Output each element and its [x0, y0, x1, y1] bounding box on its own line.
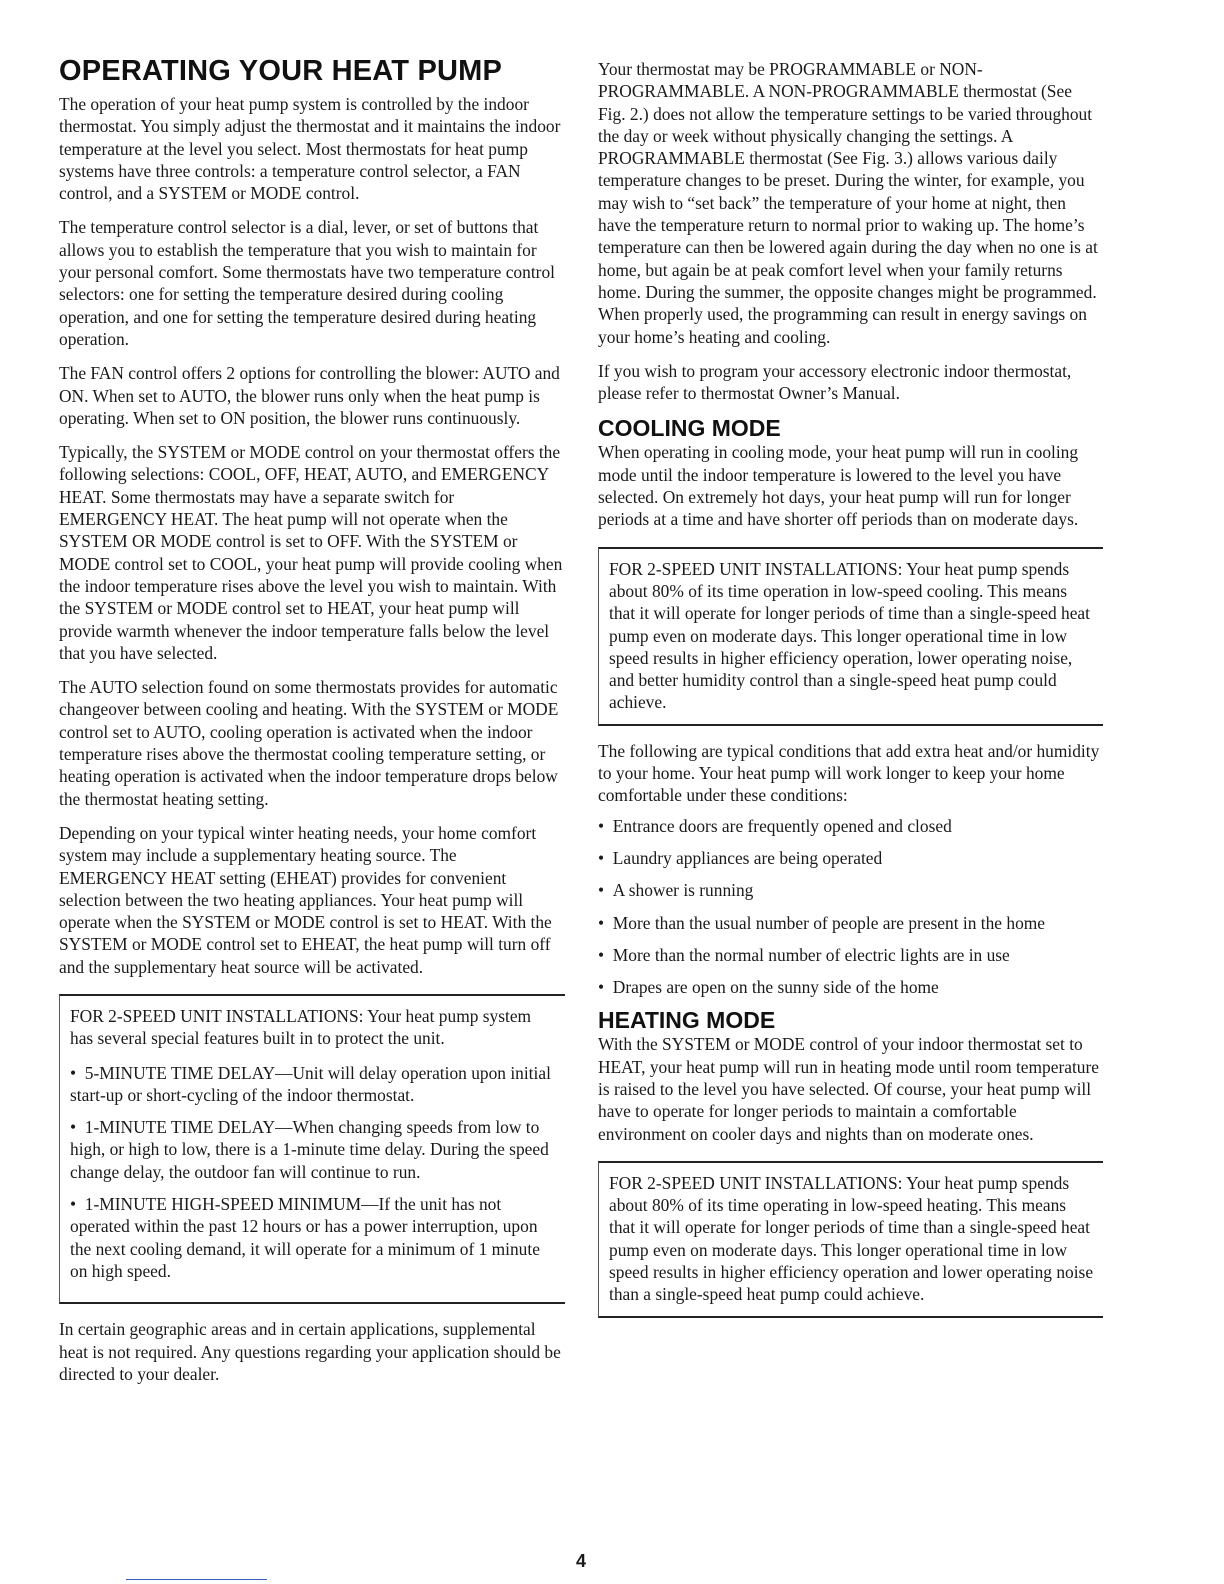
page-title: OPERATING YOUR HEAT PUMP — [59, 55, 503, 87]
heating-mode-paragraph: With the SYSTEM or MODE control of your indoor thermostat set to HEAT, your heat pump will run in heating mode until room temperature is raised to the level you have selected. Of course, your heat pump will have to operate for longer periods to maintain a comfortable environment on cooler days and nights than on moderate ones. — [598, 1034, 1099, 1144]
program-reference-paragraph: If you wish to program your accessory electronic indoor thermostat, please refer to thermostat Owner’s Manual. — [598, 360, 1072, 404]
list-item: • Laundry appliances are being operated — [598, 847, 1103, 869]
intro-paragraph: The operation of your heat pump system is controlled by the indoor thermostat. You simply adjust the thermostat and it maintains the indoor temperature at the level you select. Most thermostats for heat pump systems have three controls: a temperature control selector, a FAN control, and a SYSTEM or MODE control. — [59, 94, 561, 204]
footer-rule — [126, 1579, 267, 1580]
auto-selection-paragraph: The AUTO selection found on some thermostats provides for automatic changeover between cooling and heating. With the SYSTEM or MODE control set to AUTO, cooling operation is activated when the indoor temperature rises above the thermostat cooling temperature setting, or heating operation is activated when the indoor temperature drops below the thermostat heating setting. — [59, 677, 559, 809]
conditions-list — [598, 815, 1103, 999]
programmable-thermostat-paragraph: Your thermostat may be PROGRAMMABLE or NON-PROGRAMMABLE. A NON-PROGRAMMABLE thermostat (See Fig. 2.) does not allow the temperature settings to be varied throughout the day or week without physically changing the settings. A PROGRAMMABLE thermostat (See Fig. 3.) allows various daily temperature changes to be preset. During the winter, for example, you may wish to “set back” the temperature of your home at night, then have the temperature return to normal prior to waking up. The home’s temperature can then be lowered again during the day when no one is at home, but again be at peak comfort level when your family returns home. During the summer, the opposite changes might be programmed. When properly used, the programming can result in energy savings on your home’s heating and cooling. — [598, 59, 1098, 347]
two-speed-protection-box — [59, 994, 565, 1304]
left-column — [59, 55, 565, 1397]
heating-box-text: FOR 2-SPEED UNIT INSTALLATIONS: Your heat pump spends about 80% of its time operating in low-speed heating. This means that it will operate for longer periods of time than a single-speed heat pump even on moderate days. This longer operational time in low speed results in higher efficiency operation and lower operating noise than a single-speed heat pump could achieve. — [609, 1172, 1094, 1305]
protection-feature-list — [70, 1062, 557, 1283]
list-item: • 1-MINUTE TIME DELAY—When changing speeds from low to high, or high to low, there is a 1-minute time delay. During the speed change delay, the outdoor fan will continue to run. — [70, 1116, 557, 1183]
fan-control-paragraph: The FAN control offers 2 options for controlling the blower: AUTO and ON. When set to AUTO, the blower runs only when the heat pump is operating. When set to ON position, the blower runs continuously. — [59, 363, 560, 428]
list-item: • 1-MINUTE HIGH-SPEED MINIMUM—If the unit has not operated within the past 12 hours or has a power interruption, upon the next cooling demand, it will operate for a minimum of 1 minute on high speed. — [70, 1193, 557, 1282]
list-item: • 5-MINUTE TIME DELAY—Unit will delay operation upon initial start-up or short-cycling of the indoor thermostat. — [70, 1062, 557, 1107]
two-speed-heating-box — [598, 1161, 1103, 1318]
conditions-intro-paragraph: The following are typical conditions that add extra heat and/or humidity to your home. Your heat pump will work longer to keep your home comfortable under these conditions: — [598, 740, 1100, 806]
heating-mode-heading: HEATING MODE — [598, 1007, 776, 1034]
supplemental-heat-paragraph: In certain geographic areas and in certain applications, supplemental heat is not required. Any questions regarding your application should be directed to your dealer. — [59, 1319, 561, 1384]
page-number: 4 — [576, 1551, 587, 1571]
cooling-box-text: FOR 2-SPEED UNIT INSTALLATIONS: Your heat pump spends about 80% of its time operation in low-speed cooling. This means that it will operate for longer periods of time than a single-speed heat pump even on moderate days. This longer operational time in low speed results in higher efficiency operation, lower operating noise, and better humidity control than a single-speed heat pump could achieve. — [609, 558, 1090, 713]
cooling-mode-paragraph: When operating in cooling mode, your heat pump will run in cooling mode until the indoor temperature is lowered to the level you have selected. On extremely hot days, your heat pump will run for longer periods at a time and have shorter off periods than on moderate days. — [598, 442, 1079, 530]
list-item: • More than the normal number of electric lights are in use — [598, 944, 1103, 966]
temperature-selector-paragraph: The temperature control selector is a dial, lever, or set of buttons that allows you to establish the temperature that you wish to maintain for your personal comfort. Some thermostats have two temperature control selectors: one for setting the temperature desired during cooling operation, and one for setting the temperature desired during heating operation. — [59, 217, 555, 349]
emergency-heat-paragraph: Depending on your typical winter heating needs, your home comfort system may include a supplementary heating source. The EMERGENCY HEAT setting (EHEAT) provides for convenient selection between the two heating appliances. Your heat pump will operate when the SYSTEM or MODE control is set to HEAT. With the SYSTEM or MODE control set to EHEAT, the heat pump will turn off and the supplementary heat source will be activated. — [59, 822, 552, 977]
system-mode-paragraph: Typically, the SYSTEM or MODE control on your thermostat offers the following selections: COOL, OFF, HEAT, AUTO, and EMERGENCY HEAT. Some thermostats may have a separate switch for EMERGENCY HEAT. The heat pump will not operate when the SYSTEM OR MODE control is set to OFF. With the SYSTEM or MODE control set to COOL, your heat pump will provide cooling when the indoor temperature rises above the level you wish to maintain. With the SYSTEM or MODE control set to HEAT, your heat pump will provide warmth whenever the indoor temperature falls below the level that you have selected. — [59, 442, 563, 663]
list-item: • More than the usual number of people are present in the home — [598, 912, 1103, 934]
box-intro: FOR 2-SPEED UNIT INSTALLATIONS: Your heat pump system has several special features built in to protect the unit. — [70, 1005, 532, 1049]
cooling-mode-heading: COOLING MODE — [598, 415, 781, 442]
list-item: • A shower is running — [598, 879, 1103, 901]
right-column — [598, 58, 1103, 1332]
two-speed-cooling-box — [598, 547, 1103, 726]
list-item: • Drapes are open on the sunny side of the home — [598, 976, 1103, 998]
list-item: • Entrance doors are frequently opened and closed — [598, 815, 1103, 837]
